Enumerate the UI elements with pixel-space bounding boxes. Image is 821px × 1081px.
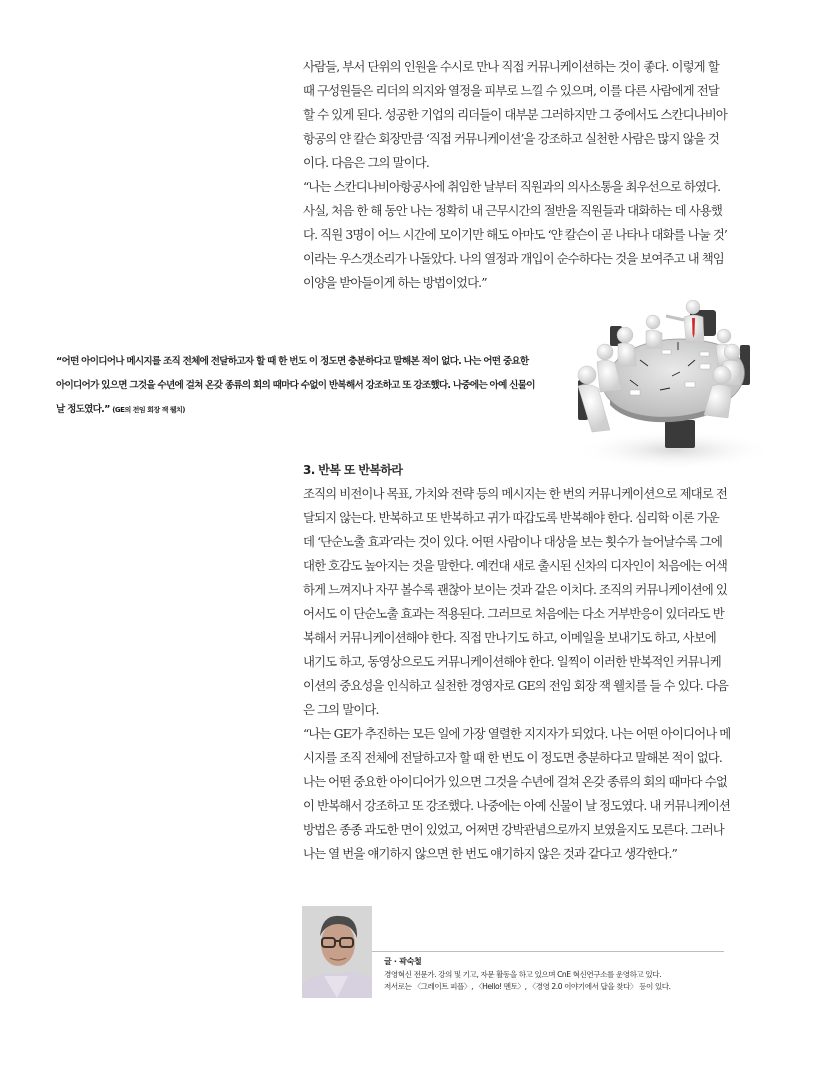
text-line: 이다. 다음은 그의 말이다.	[303, 155, 429, 170]
section-heading: 3. 반복 또 반복하라	[303, 463, 403, 477]
text-line: 은 그의 말이다.	[303, 702, 379, 717]
text-line: 사실, 처음 한 해 동안 나는 정확히 내 근무시간의 절반을 직원들과 대화하는 데 사용했	[303, 203, 722, 218]
top-article-column	[303, 55, 727, 295]
text-line: 나는 어떤 중요한 아이디어가 있으면 그것을 수년에 걸쳐 온갖 종류의 회의 때마다 수없	[303, 774, 727, 789]
jan-carlzon-quote	[303, 175, 727, 295]
author-divider	[372, 951, 724, 952]
text-line: “나는 스칸디나비아항공사에 취임한 날부터 직원과의 의사소통을 최우선으로 하였다.	[303, 179, 721, 194]
text-line: 다. 직원 3명이 어느 시간에 모이기만 해도 아마도 ‘얀 칼슨이 곧 나타나 대화를 나눌 것’	[303, 227, 727, 242]
text-line: 시지를 조직 전체에 전달하고자 할 때 한 번도 이 정도면 충분하다고 말해본 적이 없다.	[303, 750, 722, 765]
section-3-paragraph	[303, 482, 727, 722]
text-line: 조직의 비전이나 목표, 가치와 전략 등의 메시지는 한 번의 커뮤니케이션으로 제대로 전	[303, 486, 727, 501]
text-line: 대한 호감도 높아지는 것을 말한다. 예컨대 새로 출시된 신차의 디자인이 처음에는 어색	[303, 558, 727, 573]
text-line: 이션의 중요성을 인식하고 실천한 경영자로 GE의 전임 회장 잭 웰치를 들 수 있다. 다음	[303, 678, 728, 693]
author-photo	[302, 906, 372, 998]
text-line: 내기도 하고, 동영상으로도 커뮤니케이션해야 한다. 일찍이 이러한 반복적인 커뮤니케	[303, 654, 721, 669]
pull-quote-source: (GE의 전임 회장 잭 웰치)	[112, 406, 186, 414]
text-line: 달되지 않는다. 반복하고 또 반복하고 귀가 따갑도록 반복해야 한다. 심리학 이론 가운	[303, 510, 719, 525]
text-line: 이라는 우스갯소리가 나돌았다. 나의 열정과 개입이 순수하다는 것을 보여주고 내 책임	[303, 251, 724, 266]
text-line: 이 반복해서 강조하고 또 강조했다. 나중에는 아예 신물이 날 정도였다. 내 커뮤니케이션	[303, 798, 730, 813]
section-3-column	[303, 458, 731, 866]
author-bio-line: 저서로는 〈그레이트 피플〉, 〈Hello! 멘토〉, 〈경영 2.0 이야기에서 답을 찾다〉 등이 있다.	[384, 982, 671, 991]
text-line: 할 수 있게 된다. 성공한 기업의 리더들이 대부분 그러하지만 그 중에서도 스칸디나비아	[303, 107, 727, 122]
pull-quote-last-line	[56, 398, 576, 422]
pull-quote-line: 아이디어가 있으면 그것을 수년에 걸쳐 온갖 종류의 회의 때마다 수없이 반복해서 강조하고 또 강조했다. 나중에는 아예 신물이	[56, 380, 535, 391]
text-line: 방법은 종종 과도한 면이 있었고, 어쩌면 강박관념으로까지 보였을지도 모른다. 그러나	[303, 822, 724, 837]
intro-paragraph	[303, 55, 727, 175]
author-info	[384, 955, 729, 993]
author-bio-line: 경영혁신 전문가. 강의 및 기고, 자문 활동을 하고 있으며 CnE 혁신연구소를 운영하고 있다.	[384, 970, 662, 979]
text-line: 복해서 커뮤니케이션해야 한다. 직접 만나기도 하고, 이메일을 보내기도 하고, 사보에	[303, 630, 716, 645]
pull-quote	[56, 350, 576, 422]
text-line: 이양을 받아들이게 하는 방법이었다.”	[303, 275, 487, 290]
text-line: “나는 GE가 추진하는 모든 일에 가장 열렬한 지지자가 되었다. 나는 어떤 아이디어나 메	[303, 726, 731, 741]
pull-quote-line: 날 정도였다.”	[56, 404, 110, 415]
text-line: 나는 열 번을 얘기하지 않으면 한 번도 얘기하지 않은 것과 같다고 생각한다.”	[303, 846, 677, 861]
pull-quote-line: “어떤 아이디어나 메시지를 조직 전체에 전달하고자 할 때 한 번도 이 정도면 충분하다고 말해본 적이 없다. 나는 어떤 중요한	[56, 356, 529, 367]
text-line: 사람들, 부서 단위의 인원을 수시로 만나 직접 커뮤니케이션하는 것이 좋다. 이렇게 할	[303, 59, 719, 74]
text-line: 데 ‘단순노출 효과’라는 것이 있다. 어떤 사람이나 대상을 보는 횟수가 늘어날수록 그에	[303, 534, 722, 549]
jack-welch-quote	[303, 722, 731, 866]
meeting-table-illustration	[570, 300, 775, 470]
text-line: 항공의 얀 칼슨 회장만큼 ‘직접 커뮤니케이션’을 강조하고 실천한 사람은 많지 않을 것	[303, 131, 719, 146]
text-line: 하게 느껴지나 자꾸 볼수록 괜찮아 보이는 것과 같은 이치다. 조직의 커뮤니케이션에 있	[303, 582, 727, 597]
author-name: 글 · 곽숙철	[384, 957, 422, 966]
text-line: 때 구성원들은 리더의 의지와 열정을 피부로 느낄 수 있으며, 이를 다른 사람에게 전달	[303, 83, 719, 98]
text-line: 어서도 이 단순노출 효과는 적용된다. 그러므로 처음에는 다소 거부반응이 있더라도 반	[303, 606, 724, 621]
